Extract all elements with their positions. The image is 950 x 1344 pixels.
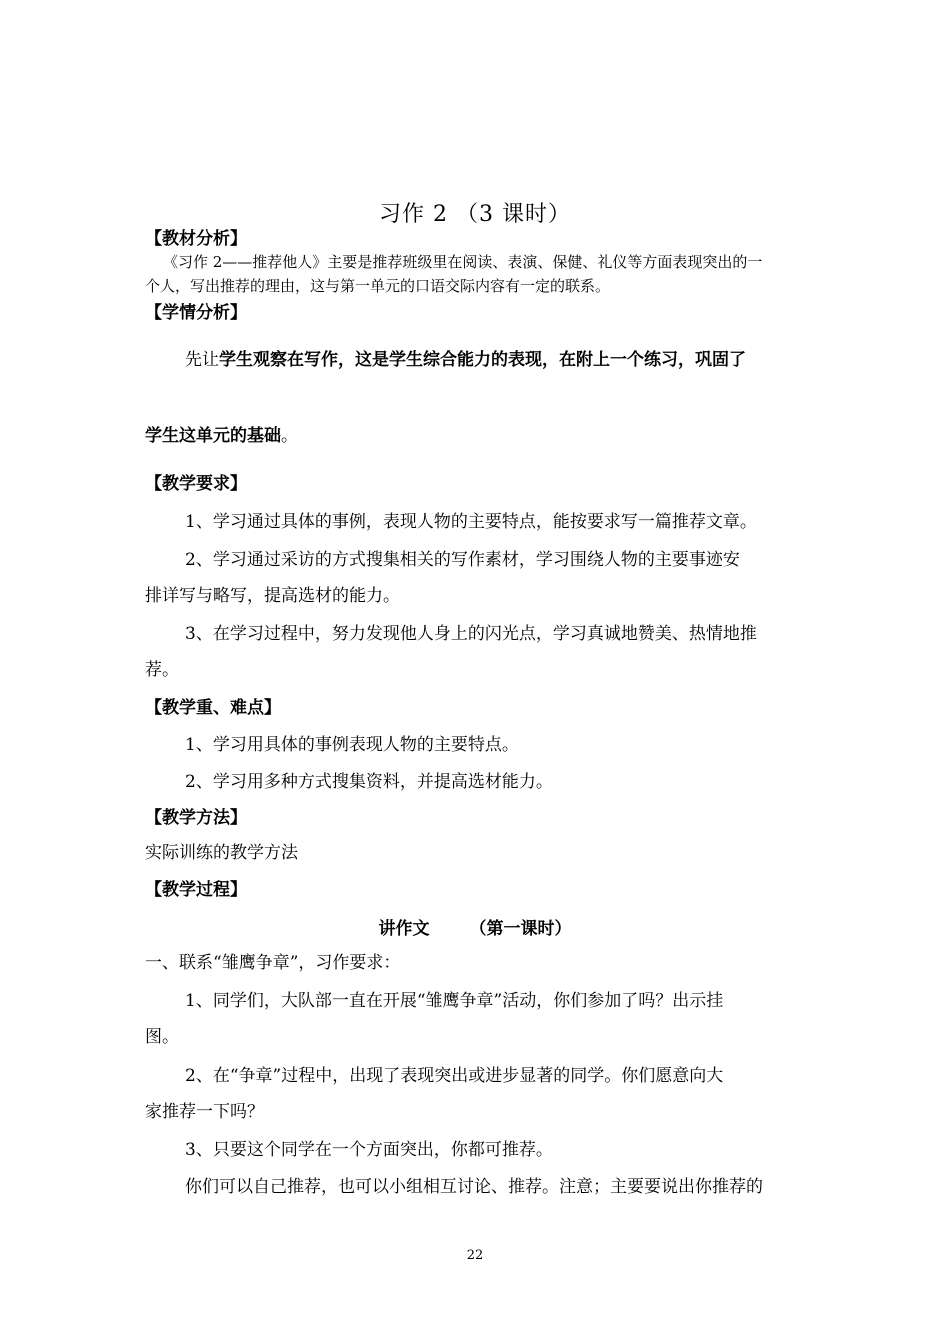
student-line-2 — [145, 424, 298, 448]
lesson-title: 讲作文 — [378, 919, 430, 939]
para-1b: 图。 — [145, 1027, 179, 1047]
student-line-1 — [185, 348, 746, 372]
para-2a: 2、在“争章”过程中，出现了表现突出或进步显著的同学。你们愿意向大 — [185, 1066, 724, 1086]
para-1a: 1、同学们，大队部一直在开展“雏鹰争章”活动，你们参加了吗？出示挂 — [185, 991, 724, 1011]
student-line-2-end: 。 — [281, 426, 298, 446]
student-heading: 【学情分析】 — [145, 303, 247, 323]
method-text: 实际训练的教学方法 — [145, 843, 298, 863]
key-item-1: 1、学习用具体的事例表现人物的主要特点。 — [185, 735, 519, 755]
page-title: 习作 2 （3 课时） — [379, 202, 571, 227]
student-line-2-bold: 学生这单元的基础 — [145, 426, 281, 446]
step-1: 一、联系“雏鹰争章”，习作要求： — [145, 953, 401, 973]
req-item-3a: 3、在学习过程中，努力发现他人身上的闪光点，学习真诚地赞美、热情地推 — [185, 624, 757, 644]
analysis-line-1: 《习作 2——推荐他人》主要是推荐班级里在阅读、表演、保健、礼仪等方面表现突出的一 — [163, 253, 763, 271]
para-4: 你们可以自己推荐，也可以小组相互讨论、推荐。注意；主要要说出你推荐的 — [185, 1177, 763, 1197]
req-heading: 【教学要求】 — [145, 474, 247, 494]
process-heading: 【教学过程】 — [145, 880, 247, 900]
lesson-period: （第一课时） — [469, 919, 572, 939]
analysis-line-2: 个人，写出推荐的理由，这与第一单元的口语交际内容有一定的联系。 — [145, 277, 611, 295]
req-item-2b: 排详写与略写，提高选材的能力。 — [145, 586, 400, 606]
student-line-1-bold: 学生观察在写作，这是学生综合能力的表现，在附上一个练习，巩固了 — [219, 350, 746, 370]
method-heading: 【教学方法】 — [145, 808, 247, 828]
lesson-subtitle — [0, 914, 950, 939]
req-item-2a: 2、学习通过采访的方式搜集相关的写作素材，学习围绕人物的主要事迹安 — [185, 550, 740, 570]
para-3: 3、只要这个同学在一个方面突出，你都可推荐。 — [185, 1140, 553, 1160]
key-item-2: 2、学习用多种方式搜集资料，并提高选材能力。 — [185, 772, 553, 792]
page-number: 22 — [466, 1248, 484, 1263]
student-line-1-pre: 先让 — [185, 350, 219, 370]
req-item-1: 1、学习通过具体的事例，表现人物的主要特点，能按要求写一篇推荐文章。 — [185, 512, 757, 532]
analysis-heading: 【教材分析】 — [145, 229, 247, 249]
key-heading: 【教学重、难点】 — [145, 698, 281, 718]
para-2b: 家推荐一下吗？ — [145, 1102, 264, 1122]
req-item-3b: 荐。 — [145, 660, 179, 680]
